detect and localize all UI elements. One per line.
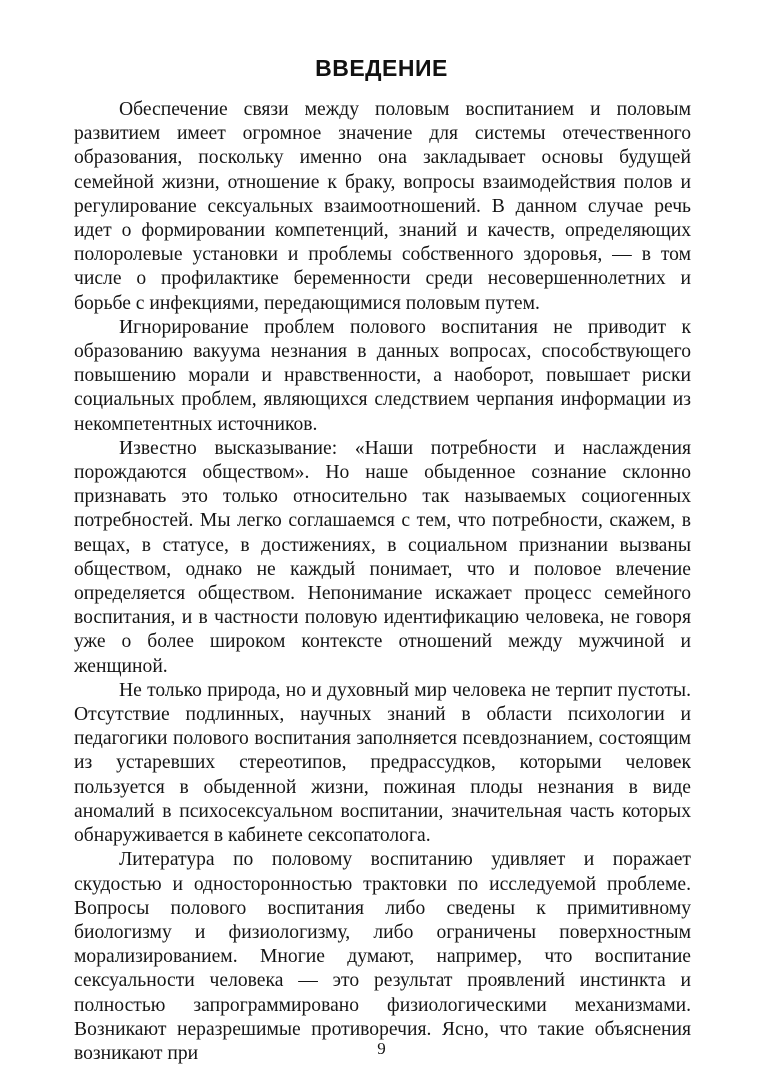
body-text: [74, 98, 691, 1066]
paragraph-2: Игнорирование проблем полового воспитания не приводит к образованию вакуума незнания в данных вопросах, способствующего повышению морали и нравственности, а наоборот, повышает риски социальных проблем, являющихся следствием черпания информации из некомпетентных источников.: [74, 316, 691, 435]
paragraph-1: Обеспечение связи между половым воспитанием и половым развитием имеет огромное значение для системы отечественного образования, поскольку именно она закладывает основы будущей семейной жизни, отношение к браку, вопросы взаимодействия полов и регулирование сексуальных взаимоотношений. В данном случае речь идет о формировании компетенций, знаний и качеств, определяющих полоролевые установки и проблемы собственного здоровья, — в том числе о профилактике беременности среди несовершеннолетних и борьбе с инфекциями, передающимися половым путем.: [74, 99, 691, 314]
paragraph-3: Известно высказывание: «Наши потребности и наслаждения порождаются обществом». Но наше обыденное сознание склонно признавать это только относительно так называемых социогенных потребностей. Мы легко соглашаемся с тем, что потребности, скажем, в вещах, в статусе, в достижениях, в социальном признании вызваны обществом, однако не каждый понимает, что и половое влечение определяется обществом. Непонимание искажает процесс семейного воспитания, и в частности половую идентификацию человека, не говоря уже о более широком контексте отношений между мужчиной и женщиной.: [74, 437, 691, 677]
page-number: 9: [377, 1039, 386, 1058]
paragraph-5: Литература по половому воспитанию удивляет и поражает скудостью и односторонностью трактовки по исследуемой проблеме. Вопросы полового воспитания либо сведены к примитивному биологизму и физиологизму, либо ограничены поверхностным морализированием. Многие думают, например, что воспитание сексуальности человека — это результат проявлений инстинкта и полностью запрограммировано физиологическими механизмами. Возникают неразрешимые противоречия. Ясно, что такие объяснения возникают при: [74, 849, 691, 1064]
chapter-title: ВВЕДЕНИЕ: [315, 55, 448, 81]
paragraph-4: Не только природа, но и духовный мир человека не терпит пустоты. Отсутствие подлинных, научных знаний в области психологии и педагогики полового воспитания заполняется псевдознанием, состоящим из устаревших стереотипов, предрассудков, которыми человек пользуется в обыденной жизни, пожиная плоды незнания в виде аномалий в психосексуальном воспитании, значительная часть которых обнаруживается в кабинете сексопатолога.: [74, 679, 691, 847]
